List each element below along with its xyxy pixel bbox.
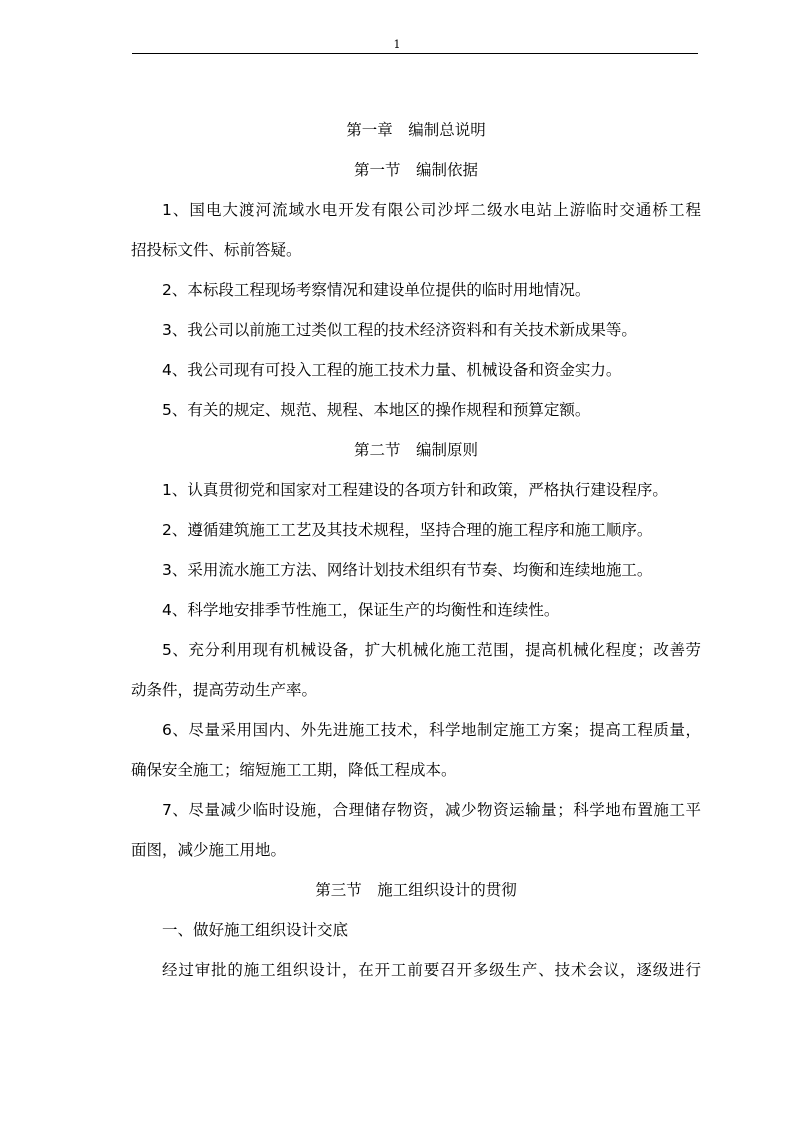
page-number: 1 <box>393 38 401 51</box>
list-item-continuation: 动条件，提高劳动生产率。 <box>131 681 318 699</box>
list-item: 2、本标段工程现场考察情况和建设单位提供的临时用地情况。 <box>162 281 591 299</box>
header-rule <box>132 53 698 54</box>
list-item: 6、尽量采用国内、外先进施工技术，科学地制定施工方案；提高工程质量， <box>162 721 701 739</box>
chapter-title: 第一章 编制总说明 <box>346 121 486 139</box>
list-item: 1、国电大渡河流域水电开发有限公司沙坪二级水电站上游临时交通桥工程 <box>162 201 701 219</box>
list-item: 2、遵循建筑施工工艺及其技术规程，坚持合理的施工程序和施工顺序。 <box>162 521 653 539</box>
list-item-continuation: 面图，减少施工用地。 <box>131 841 287 859</box>
list-item-continuation: 招投标文件、标前答疑。 <box>131 241 302 259</box>
list-item: 3、采用流水施工方法、网络计划技术组织有节奏、均衡和连续地施工。 <box>162 561 653 579</box>
section-title: 第一节 编制依据 <box>353 161 478 179</box>
list-item: 5、充分利用现有机械设备，扩大机械化施工范围，提高机械化程度；改善劳 <box>162 641 701 659</box>
list-item: 5、有关的规定、规范、规程、本地区的操作规程和预算定额。 <box>162 401 591 419</box>
list-item: 4、我公司现有可投入工程的施工技术力量、机械设备和资金实力。 <box>162 361 622 379</box>
section-title: 第三节 施工组织设计的贯彻 <box>315 881 517 899</box>
list-item: 4、科学地安排季节性施工，保证生产的均衡性和连续性。 <box>162 601 560 619</box>
subsection-title: 一、做好施工组织设计交底 <box>162 921 349 939</box>
list-item: 1、认真贯彻党和国家对工程建设的各项方针和政策，严格执行建设程序。 <box>162 481 668 499</box>
list-item: 7、尽量减少临时设施，合理储存物资，减少物资运输量；科学地布置施工平 <box>162 801 701 819</box>
paragraph-line: 经过审批的施工组织设计，在开工前要召开多级生产、技术会议，逐级进行 <box>162 961 701 979</box>
list-item: 3、我公司以前施工过类似工程的技术经济资料和有关技术新成果等。 <box>162 321 637 339</box>
document-body <box>131 110 701 990</box>
section-title: 第二节 编制原则 <box>353 441 478 459</box>
list-item-continuation: 确保安全施工；缩短施工工期，降低工程成本。 <box>131 761 457 779</box>
